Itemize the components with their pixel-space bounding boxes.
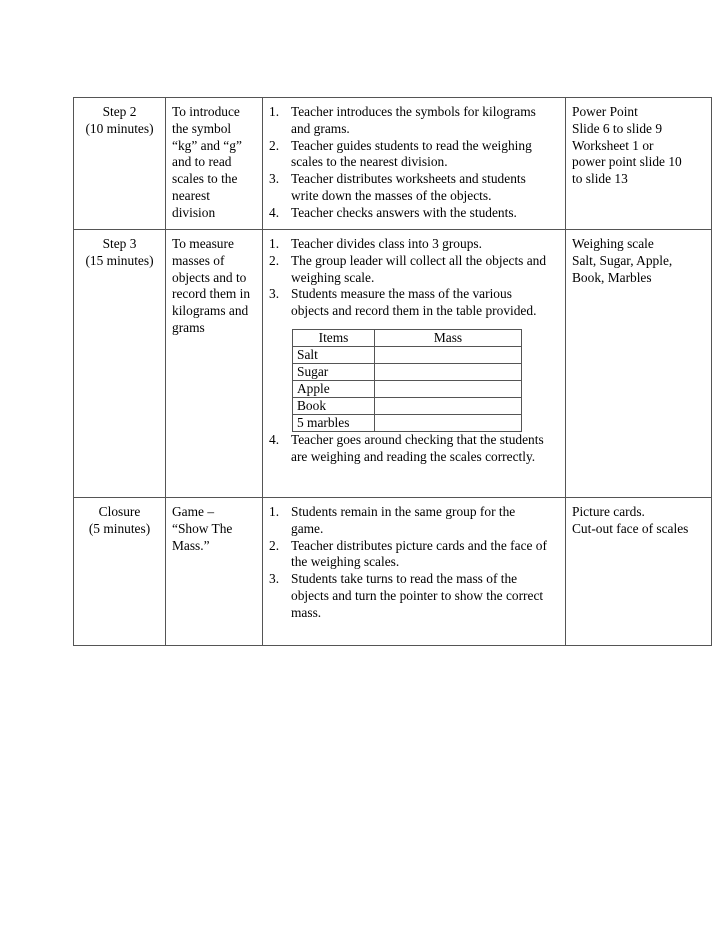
activity-number: 2.	[269, 537, 280, 553]
activity-text: mass.	[291, 604, 322, 620]
activity-text: Teacher introduces the symbols for kilograms	[291, 104, 536, 119]
objective-line: nearest	[172, 187, 210, 203]
resource-line: Picture cards.	[572, 504, 645, 519]
activity-text: scales to the nearest division.	[291, 154, 448, 170]
activity-number: 1.	[269, 236, 280, 251]
mass-table-row	[293, 414, 522, 431]
objective-line: scales to the	[172, 171, 238, 187]
activity-list	[269, 432, 561, 466]
objective-line: Mass.”	[172, 537, 210, 553]
activity-number: 4.	[269, 204, 280, 220]
mass-item: Apple	[293, 380, 375, 397]
activity-text: write down the masses of the objects.	[291, 187, 492, 203]
mass-item: Book	[293, 397, 375, 414]
activity-item	[269, 432, 561, 466]
activity-text: Teacher guides students to read the weighing	[291, 137, 532, 153]
resource-line: Salt, Sugar, Apple,	[572, 252, 673, 268]
objective	[172, 504, 258, 554]
mass-value-blank	[375, 380, 522, 397]
mass-value-blank	[375, 414, 522, 431]
activities-cell	[263, 98, 566, 230]
objective	[172, 104, 258, 222]
activity-text: Students take turns to read the mass of the	[291, 571, 518, 587]
objective-line: grams	[172, 319, 205, 335]
activity-text: Students remain in the same group for the	[291, 504, 516, 519]
mass-table-row	[293, 363, 522, 380]
resources-cell	[566, 98, 712, 230]
mass-table-row	[293, 346, 522, 363]
activity-text: Teacher distributes picture cards and the face of	[291, 537, 547, 553]
activity-item	[269, 253, 561, 287]
objective-line: masses of	[172, 252, 225, 268]
resource	[572, 104, 707, 188]
objective-line: To measure	[172, 236, 234, 251]
resource-line: Slide 6 to slide 9	[572, 120, 663, 136]
objective-line: kilograms and	[172, 303, 249, 319]
objective	[172, 236, 258, 337]
resource-line: Weighing scale	[572, 236, 654, 251]
activity-list	[269, 104, 561, 222]
activity-item	[269, 171, 561, 205]
mass-table-heading: Items	[293, 329, 375, 346]
resource-line: to slide 13	[572, 171, 628, 187]
activity-item	[269, 236, 561, 253]
objective-line: objects and to	[172, 269, 247, 285]
objective-cell	[166, 230, 263, 498]
step-duration: (10 minutes)	[85, 120, 154, 136]
activity-text: objects and record them in the table provided.	[291, 303, 537, 319]
activity-number: 1.	[269, 104, 280, 119]
mass-item: Salt	[293, 346, 375, 363]
activity-text: Teacher divides class into 3 groups.	[291, 236, 482, 251]
step-cell	[74, 230, 166, 498]
lesson-step-row	[74, 498, 712, 646]
activity-list	[269, 504, 561, 622]
objective-line: To introduce	[172, 104, 240, 119]
resource-line: Cut-out face of scales	[572, 520, 689, 536]
activity-text: Students measure the mass of the various	[291, 286, 512, 302]
activity-number: 2.	[269, 137, 280, 153]
activity-text: Teacher distributes worksheets and students	[291, 171, 526, 187]
resource-line: Worksheet 1 or	[572, 137, 654, 153]
objective-cell	[166, 498, 263, 646]
resource	[572, 504, 707, 538]
activity-text: game.	[291, 520, 324, 536]
activity-text: Teacher checks answers with the students.	[291, 204, 517, 220]
mass-value-blank	[375, 397, 522, 414]
activity-item	[269, 538, 561, 572]
step-duration: (5 minutes)	[88, 520, 151, 536]
activity-text: objects and turn the pointer to show the correct	[291, 587, 544, 603]
mass-value-blank	[375, 346, 522, 363]
resources-cell	[566, 498, 712, 646]
mass-table-heading: Mass	[375, 329, 522, 346]
step-cell	[74, 498, 166, 646]
activity-text: weighing scale.	[291, 269, 375, 285]
activity-item	[269, 571, 561, 621]
mass-recording-table	[292, 329, 522, 432]
objective-cell	[166, 98, 263, 230]
activity-number: 3.	[269, 571, 280, 587]
lesson-step-row	[74, 98, 712, 230]
activity-list	[269, 236, 561, 320]
activity-text: Teacher goes around checking that the students	[291, 431, 544, 447]
objective-line: “Show The	[172, 520, 233, 536]
resource-line: Book, Marbles	[572, 269, 652, 285]
activity-number: 2.	[269, 252, 280, 268]
step-label: Step 3	[102, 236, 137, 251]
objective-line: and to read	[172, 154, 232, 170]
activity-item	[269, 504, 561, 538]
step-cell	[74, 98, 166, 230]
mass-table-row	[293, 380, 522, 397]
activity-item	[269, 138, 561, 172]
activity-item	[269, 104, 561, 138]
mass-table-header	[293, 329, 522, 346]
activity-number: 1.	[269, 504, 280, 519]
resource-line: power point slide 10	[572, 154, 682, 170]
resource	[572, 236, 707, 286]
step-label: Closure	[98, 504, 141, 519]
activity-number: 4.	[269, 431, 280, 447]
objective-line: “kg” and “g”	[172, 137, 242, 153]
objective-line: the symbol	[172, 120, 232, 136]
lesson-plan-table	[73, 97, 712, 646]
activity-text: the weighing scales.	[291, 554, 400, 570]
activities-cell	[263, 498, 566, 646]
step-duration: (15 minutes)	[85, 252, 154, 268]
objective-line: division	[172, 204, 216, 220]
mass-item: 5 marbles	[293, 414, 375, 431]
activity-text: are weighing and reading the scales correctly.	[291, 448, 536, 464]
activity-number: 3.	[269, 171, 280, 187]
lesson-step-row	[74, 230, 712, 498]
objective-line: record them in	[172, 286, 251, 302]
activity-number: 3.	[269, 286, 280, 302]
mass-value-blank	[375, 363, 522, 380]
mass-table-row	[293, 397, 522, 414]
activity-text: The group leader will collect all the objects and	[291, 252, 547, 268]
resource-line: Power Point	[572, 104, 638, 119]
mass-item: Sugar	[293, 363, 375, 380]
step-label: Step 2	[102, 104, 137, 119]
activity-text: and grams.	[291, 120, 350, 136]
activities-cell	[263, 230, 566, 498]
activity-item	[269, 205, 561, 222]
resources-cell	[566, 230, 712, 498]
activity-item	[269, 286, 561, 320]
objective-line: Game –	[172, 504, 215, 519]
